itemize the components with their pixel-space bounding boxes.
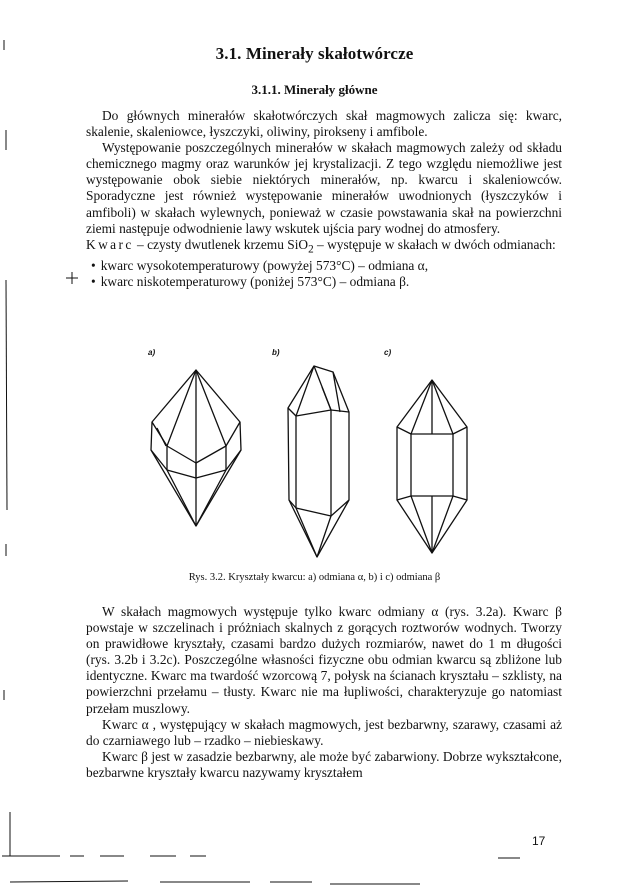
body-paragraph: W skałach magmowych występuje tylko kwarc odmiany α (rys. 3.2a). Kwarc β powstaje w szczelinach i próżniach skalnych z gorących roztworów wodnych. Tworzy on prawidłowe kryształy, czasami bardzo dużych rozmiarów, nawet do 1 m długości (rys. 3.2b i 3.2c). Poszczególne własności fizyczne obu odmian kwarcu są zbliżone lub identyczne. Kwarc ma twardość wzorcową 7, połysk na ścianach kryształu – szklisty, na powierzchni przełamu – tłusty. Kwarc nie ma łupliwości, charakteryzuje go natomiast przełam muszlowy. <box>86 604 562 716</box>
crystal-beta-tall-drawing <box>288 366 349 557</box>
body-paragraph: Kwarc β jest w zasadzie bezbarwny, ale może być zabarwiony. Dobrze wykształcone, bezbarwne kryształy kwarcu nazywamy kryształem <box>86 748 562 780</box>
crystal-alpha-drawing <box>151 370 241 526</box>
figure-label-b: b) <box>272 348 280 357</box>
figure-label-a: a) <box>148 348 156 357</box>
occurrence-paragraph: Występowanie poszczególnych minerałów w skałach magmowych zależy od składu chemicznego magmy oraz warunków jej krystalizacji. Z tego względu niemożliwe jest występowanie obok siebie niektórych minerałów, np. kwarcu i skaleniowców. Sporadyczne jest również występowanie minerałów uwodnionych (łyszczyków i amfiboli) w skałach wylewnych, ponieważ w czasie powstawania skał na powierzchni ziemi następuje odwodnienie lawy wskutek ujścia pary wodnej do atmosfery. <box>86 140 562 236</box>
figure-label-c: c) <box>384 348 392 357</box>
varieties-list <box>86 258 562 290</box>
kwarc-definition <box>86 237 562 258</box>
subsection-title: 3.1.1. Minerały główne <box>251 82 378 97</box>
crystal-beta-prism-drawing <box>397 380 467 553</box>
list-item: • kwarc niskotemperaturowy (poniżej 573°C) – odmiana β. <box>91 274 562 290</box>
section-title: 3.1. Minerały skałotwórcze <box>215 44 414 63</box>
list-item: • kwarc wysokotemperaturowy (powyżej 573°C) – odmiana α, <box>91 258 562 274</box>
figure-caption: Rys. 3.2. Kryształy kwarcu: a) odmiana α, b) i c) odmiana β <box>188 572 441 583</box>
text-block-upper <box>86 108 562 290</box>
intro-paragraph: Do głównych minerałów skałotwórczych skał magmowych zalicza się: kwarc, skalenie, skaleniowce, łyszczyki, oliwiny, pirokseny i amfibole. <box>86 108 562 140</box>
kwarc-sub: 2 <box>308 243 314 256</box>
kwarc-term: Kwarc <box>86 236 134 252</box>
page-number: 17 <box>532 834 546 848</box>
kwarc-def: – czysty dwutlenek krzemu SiO <box>133 236 309 252</box>
body-paragraph: Kwarc α , występujący w skałach magmowych, jest bezbarwny, szarawy, czasami aż do czarniawego lub – rzadko – niebieskawy. <box>86 716 562 748</box>
kwarc-def-tail: – występuje w skałach w dwóch odmianach: <box>313 236 556 252</box>
text-block-lower <box>86 604 562 781</box>
